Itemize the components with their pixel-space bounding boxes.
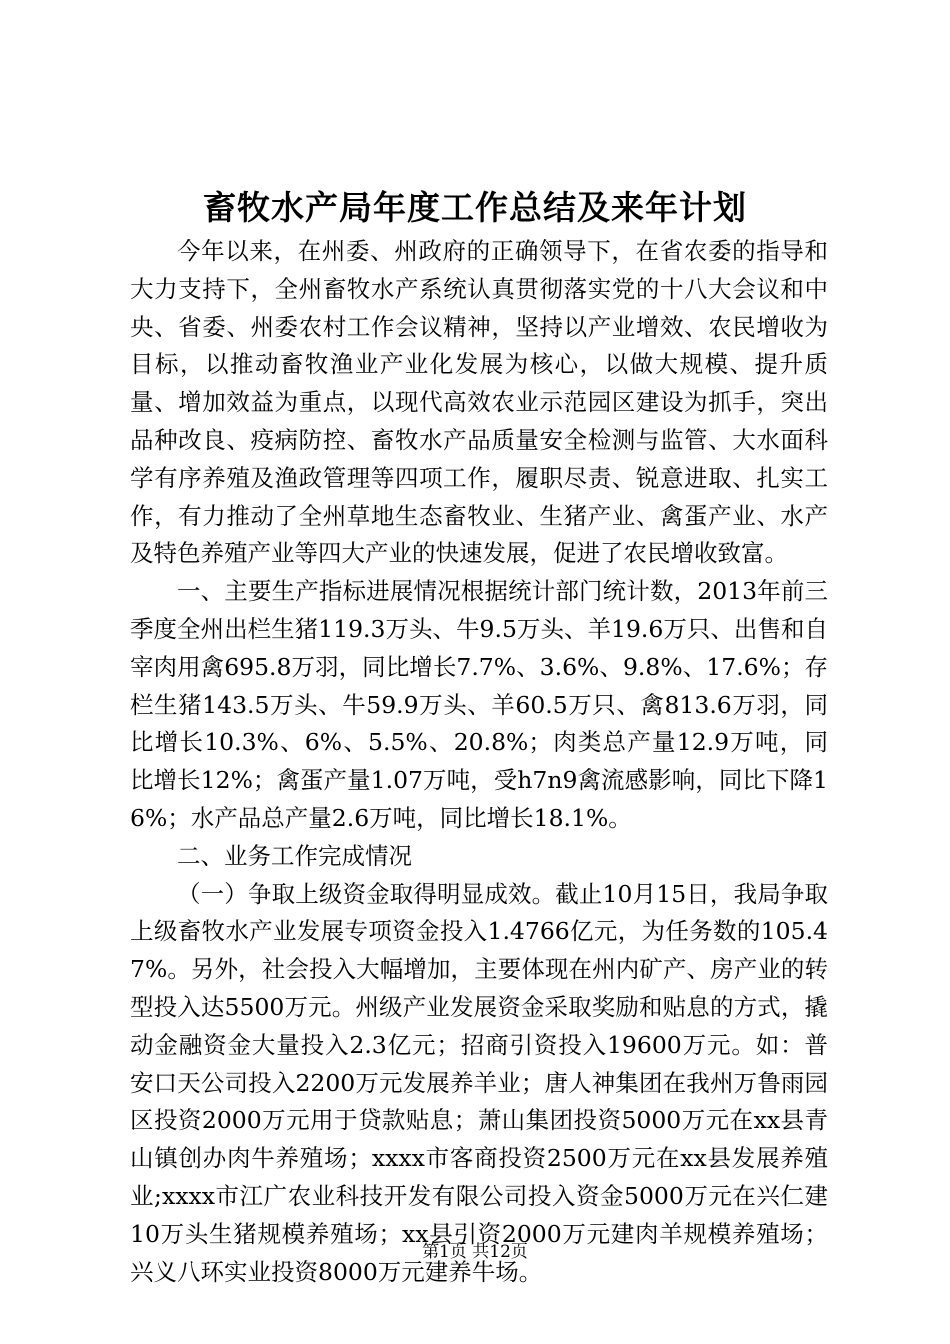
paragraph-intro: 今年以来，在州委、州政府的正确领导下，在省农委的指导和大力支持下，全州畜牧水产系统认真贯彻落实党的十八大会议和中央、省委、州委农村工作会议精神，坚持以产业增效、农民增收为目标，以推动畜牧渔业产业化发展为核心，以做大规模、提升质量、增加效益为重点，以现代高效农业示范园区建设为抓手，突出品种改良、疫病防控、畜牧水产品质量安全检测与监管、大水面科学有序养殖及渔政管理等四项工作，履职尽责、锐意进取、扎实工作，有力推动了全州草地生态畜牧业、生猪产业、禽蛋产业、水产及特色养殖产业等四大产业的快速发展，促进了农民增收致富。 [130, 237, 828, 568]
paragraph-funding: （一）争取上级资金取得明显成效。截止10月15日，我局争取上级畜牧水产业发展专项资金投入1.4766亿元，为任务数的105.47%。另外，社会投入大幅增加，主要体现在州内矿产、房产业的转型投入达5500万元。州级产业发展资金采取奖励和贴息的方式，撬动金融资金大量投入2.3亿元；招商引资投入19600万元。如：普安口天公司投入2200万元发展养羊业；唐人神集团在我州万鲁雨园区投资2000万元用于贷款贴息；萧山集团投资5000万元在xx县青山镇创办肉牛养殖场；xxxx市客商投资2500万元在xx县发展养殖业;xxxx市江广农业科技开发有限公司投入资金5000万元在兴仁建10万头生猪规模养殖场；xx县引资2000万元建肉羊规模养殖场；兴义八环实业投资8000万元建养牛场。 [130, 879, 828, 1286]
page-footer: 第1页 共12页 [422, 1242, 528, 1262]
section-heading-work-completion: 二、业务工作完成情况 [177, 841, 412, 870]
document-title: 畜牧水产局年度工作总结及来年计划 [203, 188, 747, 227]
paragraph-production-indicators: 一、主要生产指标进展情况根据统计部门统计数，2013年前三季度全州出栏生猪119.3万头、牛9.5万头、羊19.6万只、出售和自宰肉用禽695.8万羽，同比增长7.7%、3.6%、9.8%、17.6%；存栏生猪143.5万头、牛59.9万头、羊60.5万只、禽813.6万羽，同比增长10.3%、6%、5.5%、20.8%；肉类总产量12.9万吨，同比增长12%；禽蛋产量1.07万吨，受h7n9禽流感影响，同比下降16%；水产品总产量2.6万吨，同比增长18.1%。 [130, 577, 828, 832]
document-body [130, 233, 828, 1291]
